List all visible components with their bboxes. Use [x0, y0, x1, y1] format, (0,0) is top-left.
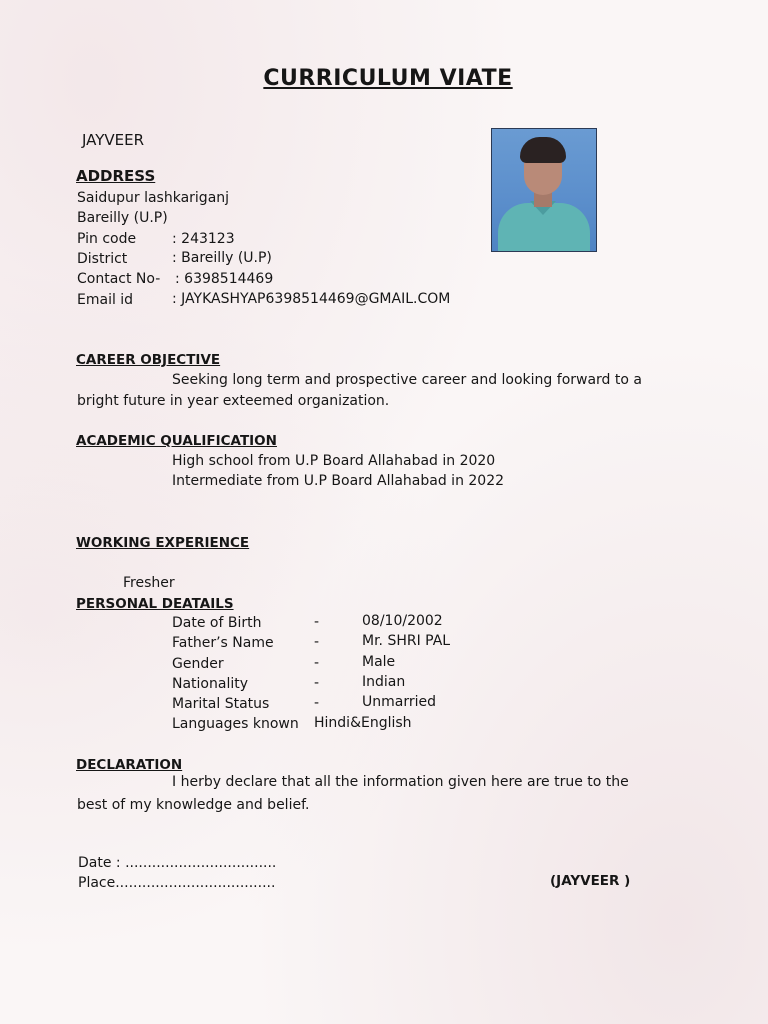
career-objective-heading: CAREER OBJECTIVE [76, 352, 221, 368]
personal-sep: - [314, 634, 320, 650]
personal-details-heading: PERSONAL DEATAILS [76, 596, 234, 612]
career-objective-line-2: bright future in year exteemed organization. [77, 393, 390, 409]
applicant-name: JAYVEER [82, 131, 145, 149]
signature-name: (JAYVEER ) [550, 873, 631, 889]
academic-item: Intermediate from U.P Board Allahabad in 2022 [172, 473, 505, 489]
declaration-line-1: I herby declare that all the information given here are true to the [172, 774, 629, 790]
declaration-line-2: best of my knowledge and belief. [77, 797, 310, 813]
personal-value: Hindi&English [314, 715, 412, 731]
experience-heading: WORKING EXPERIENCE [76, 535, 250, 551]
academic-item: High school from U.P Board Allahabad in 2020 [172, 453, 496, 469]
declaration-heading: DECLARATION [76, 757, 183, 773]
pin-code-value: : 243123 [172, 231, 235, 247]
personal-label: Date of Birth [172, 615, 262, 631]
address-heading: ADDRESS [76, 167, 156, 185]
personal-label: Nationality [172, 676, 249, 692]
photo-hair [520, 137, 566, 163]
page-title: CURRICULUM VIATE [263, 66, 513, 91]
district-value: : Bareilly (U.P) [172, 250, 272, 266]
district-label: District [77, 251, 128, 267]
date-line: Date : .................................. [78, 855, 277, 871]
career-objective-line-1: Seeking long term and prospective career and looking forward to a [172, 372, 642, 388]
personal-label: Marital Status [172, 696, 270, 712]
address-line-2: Bareilly (U.P) [77, 210, 168, 226]
academic-heading: ACADEMIC QUALIFICATION [76, 433, 277, 449]
email-label: Email id [77, 292, 134, 308]
personal-value: Unmarried [362, 694, 436, 710]
personal-label: Gender [172, 656, 224, 672]
contact-value: : 6398514469 [175, 271, 274, 287]
personal-sep: - [314, 655, 320, 671]
personal-value: Mr. SHRI PAL [362, 633, 451, 649]
personal-value: Indian [362, 674, 406, 690]
profile-photo [491, 128, 597, 252]
personal-value: Male [362, 654, 396, 670]
personal-sep: - [314, 675, 320, 691]
email-value: : JAYKASHYAP6398514469@GMAIL.COM [172, 291, 451, 307]
experience-value: Fresher [123, 575, 175, 591]
personal-value: 08/10/2002 [362, 613, 443, 629]
personal-label: Languages known [172, 716, 299, 732]
personal-sep: - [314, 614, 320, 630]
contact-label: Contact No- [77, 271, 161, 287]
personal-label: Father’s Name [172, 635, 274, 651]
personal-sep: - [314, 695, 320, 711]
pin-code-label: Pin code [77, 231, 137, 247]
address-line-1: Saidupur lashkariganj [77, 190, 230, 206]
place-line: Place.................................... [78, 875, 276, 891]
